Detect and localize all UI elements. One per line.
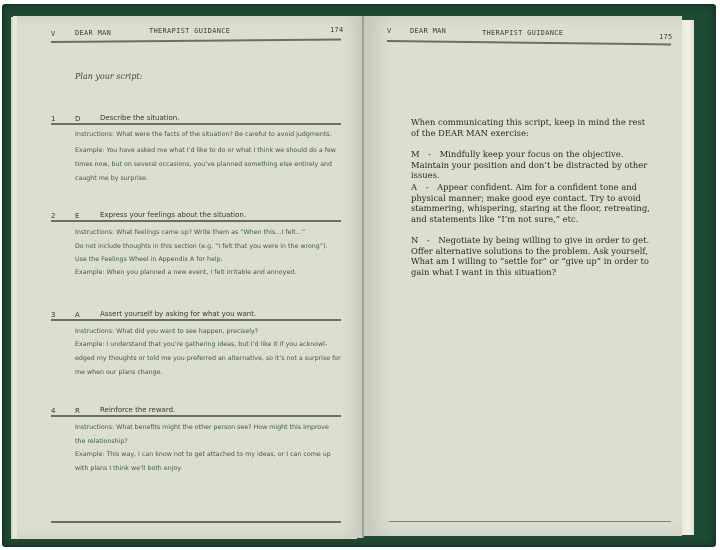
writing-dots — [50, 462, 342, 463]
running-title: THERAPIST GUIDANCE — [149, 27, 231, 35]
writing-dots — [50, 449, 342, 450]
section-number: 2 — [51, 212, 56, 220]
section-letter: A — [75, 311, 80, 319]
example-line: Example: This way, I can know not to get attached to my ideas, or I can come up — [75, 451, 331, 458]
instruction-line: Use the Feelings Wheel in Appendix A for help. — [75, 256, 223, 263]
section-number: 3 — [51, 311, 56, 319]
item-letter: A — [411, 182, 418, 192]
writing-dots — [50, 254, 342, 255]
section-title: Describe the situation. — [100, 114, 180, 122]
running-title: THERAPIST GUIDANCE — [482, 29, 564, 37]
page-edges — [682, 20, 694, 535]
writing-dots — [50, 143, 342, 144]
section-rule — [51, 415, 341, 417]
instruction-line: the relationship? — [75, 438, 128, 445]
section-letter: D — [75, 115, 81, 123]
example-line: caught me by surprise. — [75, 175, 148, 182]
writing-dots — [50, 476, 342, 477]
item-dash: - — [428, 149, 431, 159]
example-line: edged my thoughts or told me you preferred an alternative, so it’s not a surprise for — [75, 355, 341, 362]
writing-dots — [50, 240, 342, 241]
writing-dots — [50, 435, 342, 436]
writing-dots — [50, 200, 342, 201]
section-number: 4 — [51, 407, 56, 415]
section-title: Assert yourself by asking for what you want. — [100, 310, 257, 318]
instruction-line: Instructions: What benefits might the other person see? How might this improve — [75, 424, 329, 431]
instruction-line: Instructions: What did you want to see happen, precisely? — [75, 328, 259, 335]
writing-dots — [50, 366, 342, 367]
writing-dots — [50, 380, 342, 381]
dearman-item-m — [411, 149, 651, 181]
dearman-item-n — [411, 235, 651, 277]
section-title: Reinforce the reward. — [100, 406, 176, 414]
section-marker: V — [387, 27, 392, 35]
footer-rule — [389, 521, 671, 522]
writing-dots — [50, 394, 342, 395]
instruction-line: Instructions: What were the facts of the situation? Be careful to avoid judgments. — [75, 131, 332, 138]
item-dash: - — [425, 182, 429, 192]
writing-dots — [50, 490, 342, 491]
writing-dots — [50, 281, 342, 282]
dearman-item-a — [411, 182, 651, 224]
intro-paragraph: When communicating this script, keep in mind the rest of the DEAR MAN exercise: — [411, 117, 646, 138]
section-title: Express your feelings about the situation. — [100, 211, 247, 219]
chapter-label: DEAR MAN — [75, 29, 112, 37]
example-line: Example: You have asked me what I’d like to do or what I think we should do a few — [75, 147, 336, 154]
example-line: times now, but on several occasions, you’ve planned something else entirely and — [75, 161, 333, 168]
left-page — [17, 16, 363, 538]
instruction-line: Instructions: What feelings came up? Write them as “When this…I felt…” — [75, 229, 306, 236]
section-rule — [51, 319, 341, 321]
writing-dots — [50, 353, 342, 354]
item-text: Mindfully keep your focus on the objective. Maintain your position and don’t be distracted by other issues. — [411, 149, 648, 181]
writing-dots — [50, 173, 342, 174]
section-number: 1 — [51, 115, 56, 123]
item-letter: M — [411, 149, 420, 159]
example-line: Example: I understand that you’re gathering ideas, but I’d like it if you acknowl- — [75, 341, 328, 348]
page-number: 175 — [659, 33, 673, 41]
section-rule — [51, 123, 341, 125]
writing-dots — [50, 295, 342, 296]
chapter-label: DEAR MAN — [410, 27, 447, 35]
writing-dots — [50, 186, 342, 187]
item-text: Negotiate by being willing to give in order to get. Offer alternative solutions to the problem. Ask yourself, What am I willing to “settle for” or “give up” in order to gain what I want in this situation? — [411, 235, 650, 277]
writing-dots — [50, 339, 342, 340]
instruction-line: Do not include thoughts in this section (e.g. “I felt that you were in the wrong”). — [75, 243, 328, 250]
item-letter: N — [411, 235, 419, 245]
footer-rule — [51, 521, 341, 523]
section-rule — [51, 220, 341, 222]
section-marker: V — [51, 30, 56, 38]
example-line: with plans I think we’ll both enjoy. — [75, 465, 183, 472]
page-number: 174 — [330, 26, 344, 34]
example-line: Example: When you planned a new event, I felt irritable and annoyed. — [75, 269, 297, 276]
item-text: Appear confident. Aim for a confident tone and physical manner; make good eye contact. Try to avoid stammering, whispering, staring at the floor, retreating, and statements like “I’m not sure,” etc. — [411, 182, 650, 224]
plan-script-label: Plan your script: — [75, 72, 143, 81]
section-letter: E — [75, 212, 80, 220]
item-dash: - — [426, 235, 430, 245]
section-letter: R — [75, 407, 80, 415]
example-line: me when our plans change. — [75, 369, 163, 376]
writing-dots — [50, 267, 342, 268]
writing-dots — [50, 159, 342, 160]
